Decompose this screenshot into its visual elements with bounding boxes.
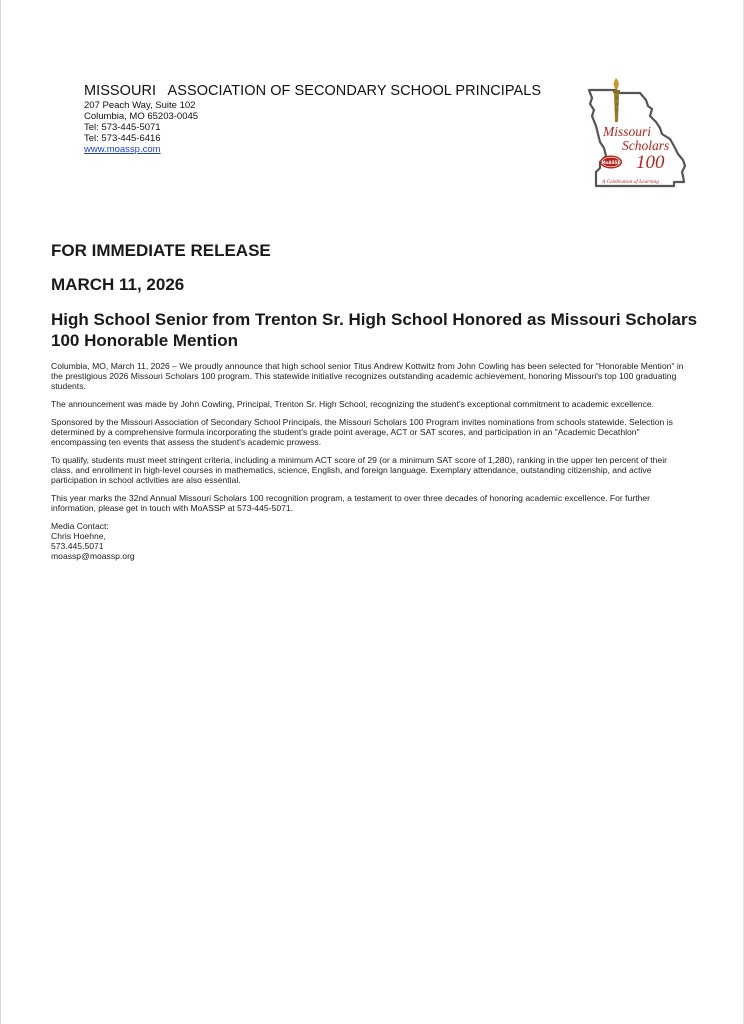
release-title: High School Senior from Trenton Sr. High School Honored as Missouri Scholars 100 Honorable Mention [51,310,698,350]
paragraph-principal: The announcement was made by John Cowling, Principal, Trenton Sr. High School, recognizing the student's exceptional commitment to academic excellence. [51,399,655,409]
moassp-badge-icon [600,156,622,169]
page-left-border [0,0,1,1024]
contact-email[interactable]: moassp@moassp.org [51,551,135,561]
paragraph-sponsor: Sponsored by the Missouri Association of Secondary School Principals, the Missouri Scholars 100 Program invites nominations from schools statewide. Selection is determined by a comprehensive formula incorporating the student's grade point average, ACT or SAT scores, and participation in an "Academic Decathlon" encompassing ten events that assess the student's academic prowess. [51,417,673,447]
release-body [51,361,691,561]
logo-word-scholars: Scholars [622,138,670,153]
paragraph-anniversary: This year marks the 32nd Annual Missouri Scholars 100 recognition program, a testament to over three decades of honoring academic excellence. For further information, please get in touch with MoASSP at 573-445-5071. [51,493,651,513]
telephone-1: Tel: 573-445-5071 [84,122,161,133]
letterhead [84,83,584,155]
contact-phone: 573.445.5071 [51,541,104,551]
logo-number-100: 100 [636,152,665,173]
paragraph-criteria: To qualify, students must meet stringent criteria, including a minimum ACT score of 29 (or a minimum SAT score of 1,280), ranking in the upper ten percent of their class, and enrollment in high-level courses in mathematics, science, English, and foreign language. Exemplary attendance, outstanding citizenship, and active participation in school activities are also essential. [51,455,668,485]
organization-name: MISSOURI ASSOCIATION OF SECONDARY SCHOOL PRINCIPALS [84,83,542,99]
release-header [51,241,701,351]
missouri-scholars-100-logo [586,76,690,188]
badge-text: MoASSP [601,160,621,165]
logo-word-missouri: Missouri [603,124,652,139]
paragraph-announcement: Columbia, MO, March 11, 2026 – We proudly announce that high school senior Titus Andrew Kottwitz from John Cowling has been selected for "Honorable Mention" in the prestigious 2026 Missouri Scholars 100 program. This statewide initiative recognizes outstanding academic achievement, honoring Missouri's top 100 graduating students. [51,361,684,391]
contact-label: Media Contact: [51,521,109,531]
media-contact [51,521,691,561]
release-date: MARCH 11, 2026 [51,275,185,294]
website-link[interactable]: www.moassp.com [84,144,161,155]
address-line-1: 207 Peach Way, Suite 102 [84,100,196,111]
logo-tagline: A Celebration of Learning [602,179,659,185]
release-label: FOR IMMEDIATE RELEASE [51,241,271,260]
contact-name: Chris Hoehne, [51,531,106,541]
address-line-2: Columbia, MO 65203-0045 [84,111,199,122]
torch-icon [613,78,620,122]
telephone-2: Tel: 573-445-6416 [84,133,161,144]
